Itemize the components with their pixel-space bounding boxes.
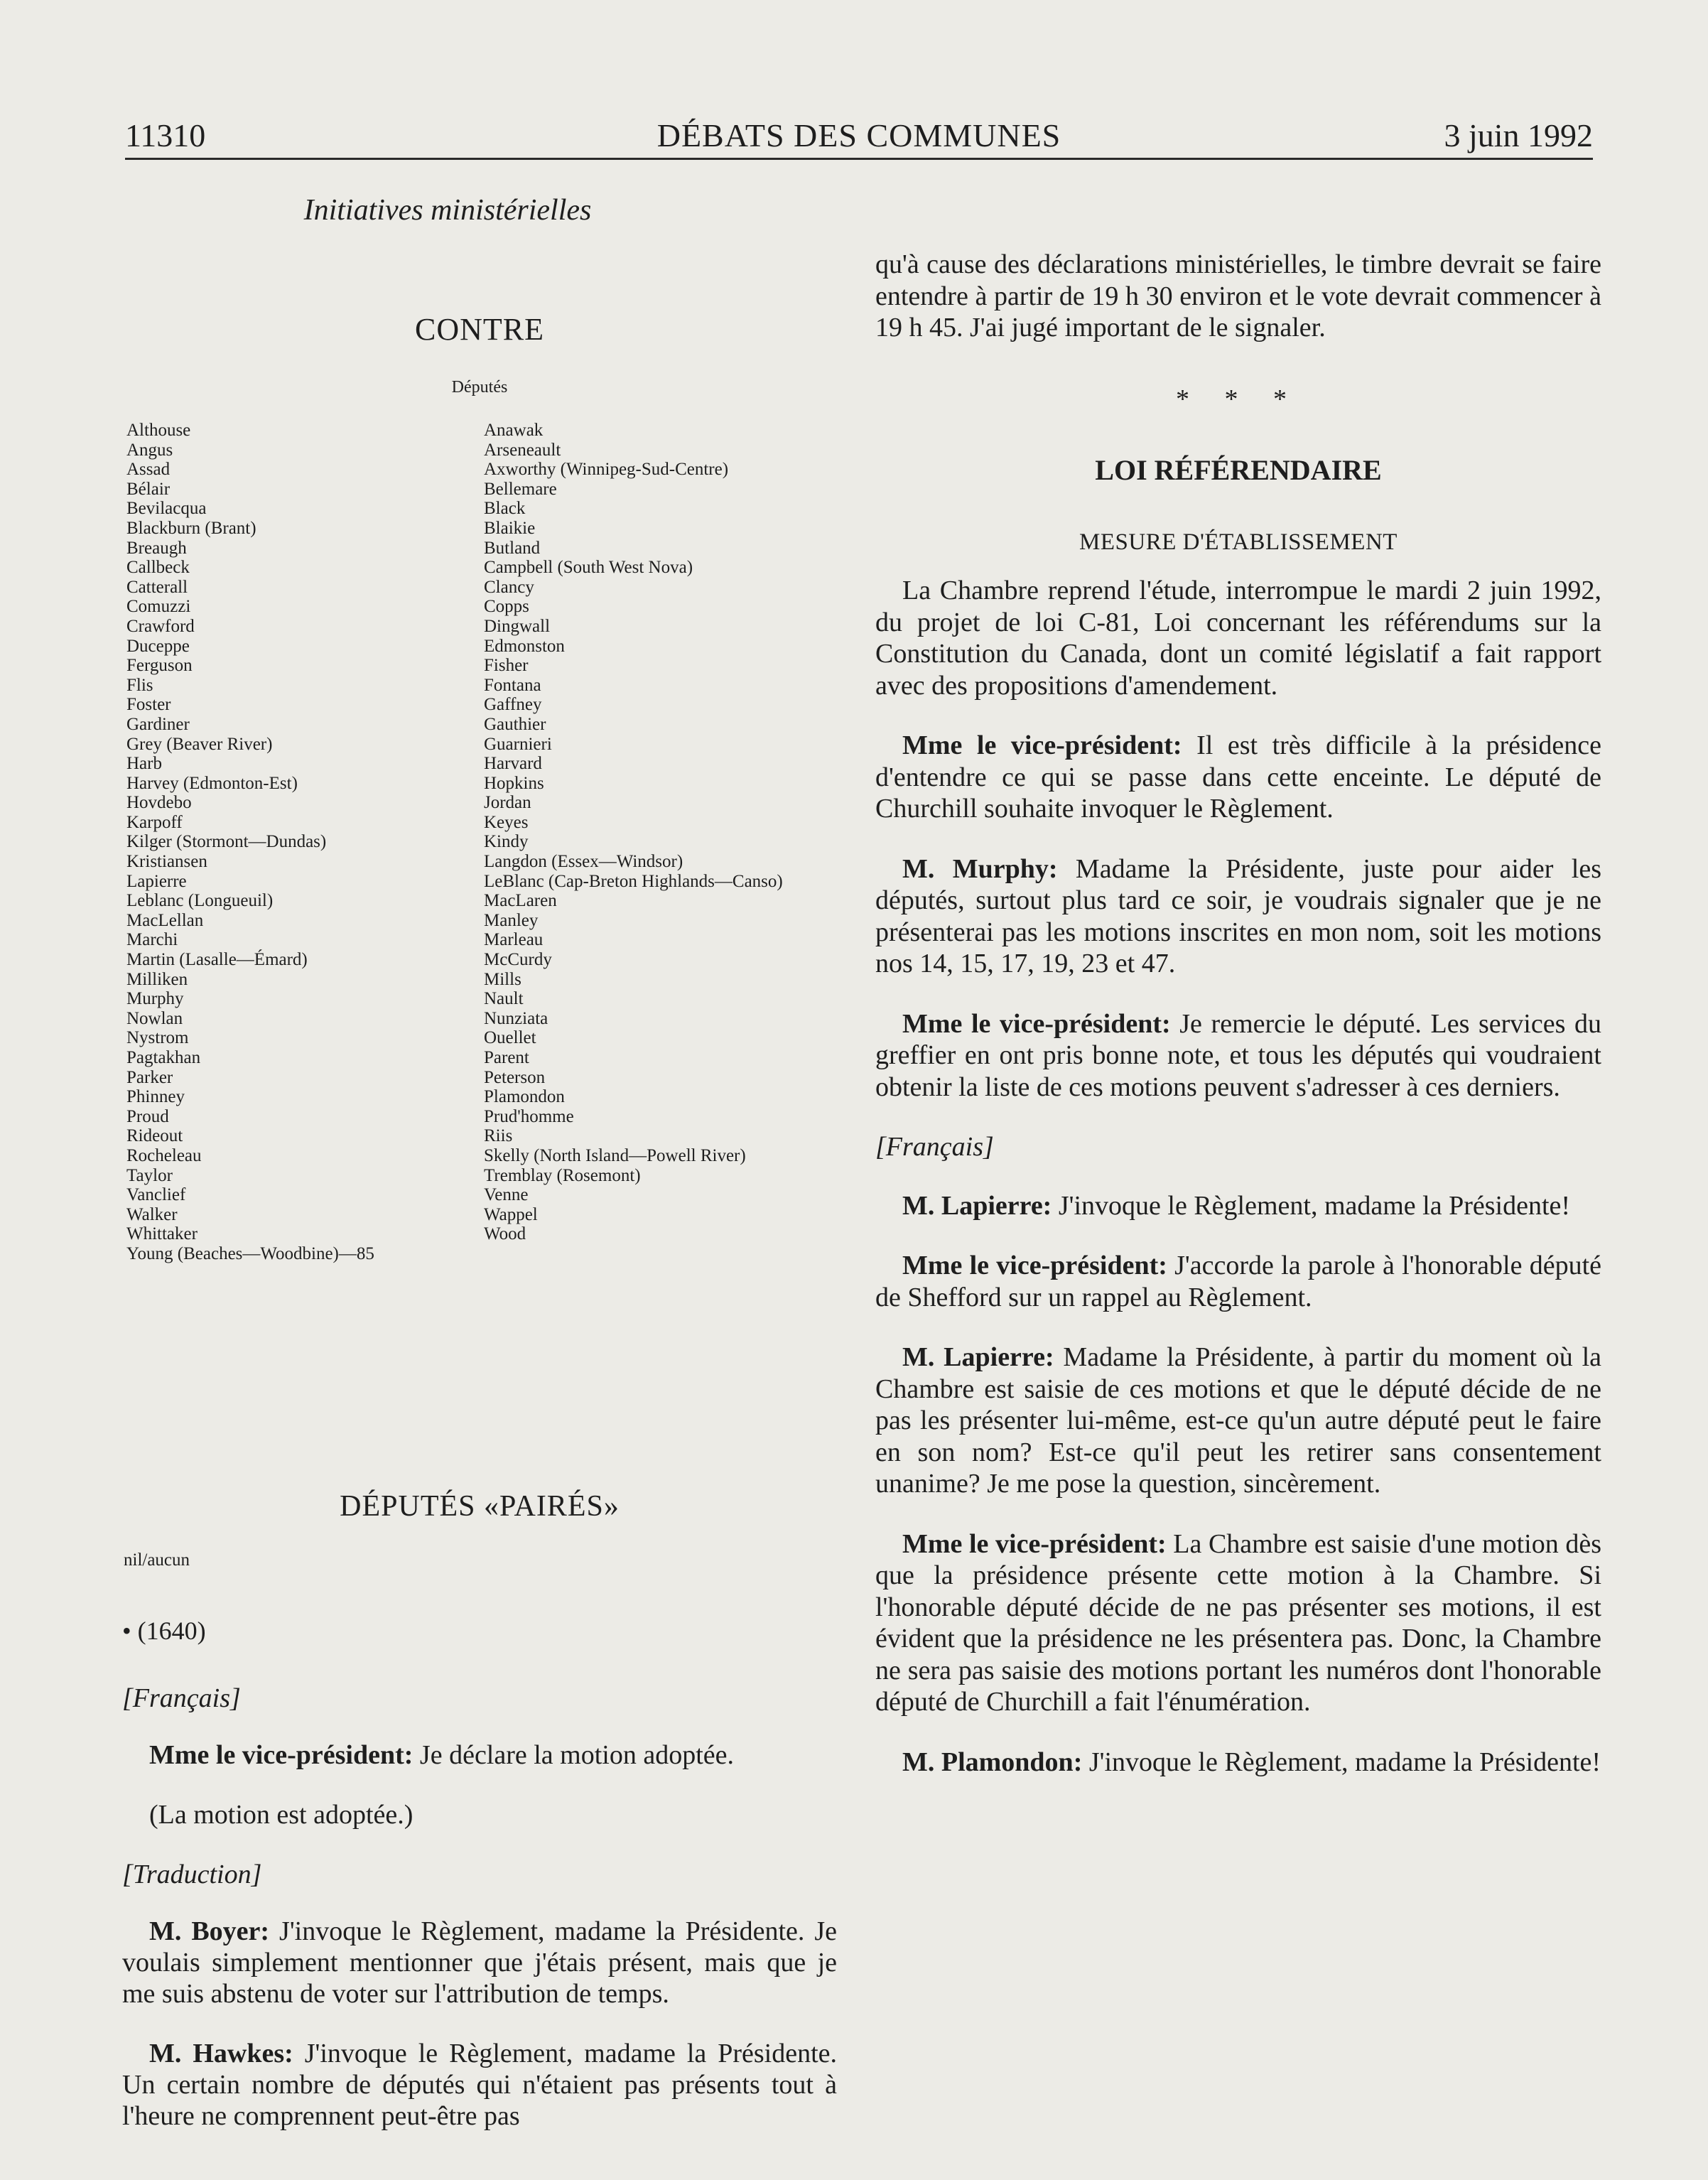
member-name: Nault — [484, 989, 524, 1009]
publication-title: DÉBATS DES COMMUNES — [656, 117, 1061, 153]
speaker: Mme le vice-président: — [149, 1740, 414, 1770]
speech: Madame la Présidente, juste pour aider les députés, surtout plus tard ce soir, je voudrais signaler que je ne présenterai pas les motions inscrites en mon nom, soit les motions nos 14, 15, 17, 19, 23 et 47. — [875, 853, 1601, 978]
member-name: Kindy — [484, 832, 529, 852]
member-name: Jordan — [484, 793, 531, 813]
speaker: Mme le vice-président: — [902, 1528, 1167, 1559]
member-name: Hovdebo — [126, 793, 192, 813]
member-name: Gaffney — [484, 695, 542, 715]
member-name: Skelly (North Island—Powell River) — [484, 1145, 746, 1165]
member-name: Martin (Lasalle—Émard) — [126, 950, 308, 970]
member-name: Fisher — [484, 656, 529, 676]
member-name: Callbeck — [126, 558, 190, 578]
member-name: Keyes — [484, 812, 529, 832]
member-name: Nunziata — [484, 1008, 548, 1028]
member-name: Hopkins — [484, 773, 544, 793]
time-marker: • (1640) — [122, 1617, 206, 1645]
member-name: Anawak — [484, 421, 544, 440]
page-header — [125, 117, 1593, 159]
member-name: Walker — [126, 1204, 178, 1224]
member-name: Assad — [126, 460, 171, 480]
speaker: M. Hawkes: — [149, 2039, 293, 2068]
language-marker: [Français] — [875, 1132, 994, 1162]
member-name: Clancy — [484, 577, 534, 597]
member-name: Catterall — [126, 577, 188, 597]
member-name: Wappel — [484, 1204, 538, 1224]
paires-heading: DÉPUTÉS «PAIRÉS» — [340, 1490, 620, 1523]
member-name: Breaugh — [126, 538, 187, 558]
member-name: Flis — [126, 675, 153, 695]
speech: J'invoque le Règlement, madame la Présidente! — [1052, 1190, 1571, 1221]
speaker: Mme le vice-président: — [902, 1008, 1171, 1039]
member-name: Venne — [484, 1185, 529, 1205]
member-name: Axworthy (Winnipeg-Sud-Centre) — [484, 460, 729, 480]
member-name: Bellemare — [484, 479, 557, 499]
member-name: Comuzzi — [126, 597, 191, 617]
member-name: Bélair — [126, 479, 171, 499]
member-name: MacLellan — [126, 910, 204, 930]
member-name: Campbell (South West Nova) — [484, 558, 693, 578]
member-name: Taylor — [126, 1165, 173, 1185]
member-name: Parker — [126, 1067, 173, 1087]
member-name: Prud'homme — [484, 1106, 574, 1126]
member-name: Peterson — [484, 1067, 546, 1087]
member-name: Nowlan — [126, 1008, 183, 1028]
speech: J'invoque le Règlement, madame la Présidente. Un certain nombre de députés qui n'étaient pas présents tout à l'heure ne comprennent peut-être pas — [122, 2039, 837, 2131]
member-name: Marleau — [484, 930, 544, 950]
member-name: Copps — [484, 597, 529, 617]
member-name: Murphy — [126, 989, 184, 1009]
speech: La Chambre est saisie d'une motion dès que la présidence présente cette motion à la Chambre. Si l'honorable député décide de ne pas présenter ses motions, il est évident que la présidence ne les présentera pas. Donc, la Chambre ne sera pas saisie des motions portant les numéros dont l'honorable député de Churchill a fait l'énumération. — [875, 1528, 1601, 1717]
paragraph — [875, 1747, 1601, 1779]
speech: Madame la Présidente, à partir du moment où la Chambre est saisie de ces motions et que le député décide de ne pas les présenter lui-même, est-ce qu'un autre député peut le faire en son nom? Est-ce qu'il peut les retirer sans consentement unanime? Je me pose la question, sincèrement. — [875, 1342, 1601, 1499]
member-name: Young (Beaches—Woodbine)—85 — [126, 1243, 374, 1263]
members-column-2 — [484, 421, 783, 1244]
member-name: Rocheleau — [126, 1145, 202, 1165]
member-name: Proud — [126, 1106, 169, 1126]
member-name: Crawford — [126, 616, 195, 636]
member-name: Guarnieri — [484, 734, 552, 754]
member-name: Blackburn (Brant) — [126, 518, 256, 538]
member-name: Pagtakhan — [126, 1048, 201, 1067]
member-name: Nystrom — [126, 1028, 189, 1048]
member-name: Lapierre — [126, 871, 187, 891]
page-number: 11310 — [125, 117, 206, 153]
member-name: Marchi — [126, 930, 178, 950]
contre-heading: CONTRE — [415, 312, 544, 347]
member-name: Kilger (Stormont—Dundas) — [126, 832, 327, 852]
member-name: Tremblay (Rosemont) — [484, 1165, 641, 1185]
left-text-flow — [122, 1683, 837, 2160]
paragraph: (La motion est adoptée.) — [149, 1800, 414, 1830]
member-name: Angus — [126, 440, 173, 460]
section-separator: * * * — [1176, 384, 1301, 414]
member-name: LeBlanc (Cap-Breton Highlands—Canso) — [484, 871, 783, 891]
left-column — [121, 185, 838, 2131]
member-name: Whittaker — [126, 1224, 198, 1244]
member-name: Kristiansen — [126, 852, 207, 872]
paragraph — [875, 1190, 1601, 1222]
member-name: Langdon (Essex—Windsor) — [484, 852, 683, 872]
member-name: Harvey (Edmonton-Est) — [126, 773, 298, 793]
paires-value: nil/aucun — [124, 1550, 190, 1570]
paragraph — [875, 730, 1601, 825]
section-heading: Initiatives ministérielles — [303, 194, 592, 227]
member-name: Karpoff — [126, 812, 183, 832]
member-name: Edmonston — [484, 636, 565, 656]
paragraph — [875, 1008, 1601, 1104]
member-name: Parent — [484, 1048, 529, 1067]
member-name: Leblanc (Longueuil) — [126, 891, 274, 911]
speaker: M. Lapierre: — [902, 1342, 1054, 1372]
member-name: McCurdy — [484, 950, 552, 970]
member-name: Althouse — [126, 421, 191, 440]
paragraph — [122, 1739, 837, 1771]
speaker: M. Lapierre: — [902, 1190, 1052, 1221]
paragraph — [875, 853, 1601, 980]
speech: Il est très difficile à la présidence d'entendre ce qui se passe dans cette enceinte. Le député de Churchill souhaite invoquer le Règlement. — [875, 730, 1601, 824]
language-marker: [Français] — [122, 1683, 241, 1713]
member-name: Manley — [484, 910, 539, 930]
speaker: Mme le vice-président: — [902, 730, 1182, 760]
member-name: Dingwall — [484, 616, 551, 636]
member-name: Rideout — [126, 1126, 183, 1146]
member-name: Phinney — [126, 1087, 185, 1107]
deputes-label: Députés — [451, 378, 508, 396]
speaker: Mme le vice-président: — [902, 1251, 1167, 1280]
member-name: Gardiner — [126, 714, 190, 734]
speaker: M. Murphy: — [902, 853, 1058, 884]
members-column-1 — [126, 421, 374, 1264]
member-name: Harvard — [484, 754, 542, 774]
paragraph — [875, 1250, 1601, 1313]
speech: Je remercie le député. Les services du greffier en ont pris bonne note, et tous les députés qui voudraient obtenir la liste de ces motions peuvent s'adresser à ces derniers. — [875, 1008, 1601, 1102]
speech: J'invoque le Règlement, madame la Présidente! — [1082, 1747, 1601, 1777]
bill-subtitle: MESURE D'ÉTABLISSEMENT — [1079, 529, 1398, 555]
speech: J'accorde la parole à l'honorable député de Shefford sur un rappel au Règlement. — [875, 1251, 1601, 1312]
paragraph — [875, 1342, 1601, 1500]
member-name: Vanclief — [126, 1185, 186, 1205]
paragraph — [122, 2038, 837, 2132]
speech: J'invoque le Règlement, madame la Présidente. Je voulais simplement mentionner que j'étais présent, mais que je me suis abstenu de voter sur l'attribution de temps. — [122, 1916, 837, 2009]
member-name: Fontana — [484, 675, 541, 695]
member-name: Gauthier — [484, 714, 546, 734]
member-name: Wood — [484, 1224, 526, 1244]
speech: Je déclare la motion adoptée. — [413, 1740, 735, 1770]
header-rule — [125, 158, 1593, 160]
member-name: Blaikie — [484, 518, 536, 538]
bill-title: LOI RÉFÉRENDAIRE — [1095, 454, 1382, 486]
member-name: Harb — [126, 754, 162, 774]
member-name: MacLaren — [484, 891, 557, 911]
member-name: Riis — [484, 1126, 513, 1146]
language-marker: [Traduction] — [122, 1860, 262, 1889]
member-name: Mills — [484, 969, 521, 989]
paragraph: La Chambre reprend l'étude, interrompue le mardi 2 juin 1992, du projet de loi C-81, Loi concernant les référendums sur la Constitution du Canada, dont un comité législatif a fait rapport avec des propositions d'amendement. — [875, 576, 1601, 701]
member-name: Foster — [126, 695, 171, 715]
speaker: M. Plamondon: — [902, 1747, 1083, 1777]
continued-paragraph: qu'à cause des déclarations ministérielles, le timbre devrait se faire entendre à partir de 19 h 30 environ et le vote devrait commencer à 19 h 45. J'ai jugé important de le signaler. — [875, 249, 1601, 342]
member-name: Grey (Beaver River) — [126, 734, 273, 754]
member-name: Bevilacqua — [126, 499, 207, 519]
member-name: Ferguson — [126, 656, 193, 676]
member-name: Butland — [484, 538, 541, 558]
member-name: Arseneault — [484, 440, 561, 460]
page-date: 3 juin 1992 — [1444, 117, 1593, 153]
member-name: Ouellet — [484, 1028, 536, 1048]
member-name: Black — [484, 499, 526, 519]
paragraph — [122, 1916, 837, 2009]
member-name: Milliken — [126, 969, 188, 989]
right-column — [875, 249, 1601, 1806]
member-name: Duceppe — [126, 636, 190, 656]
paragraph — [875, 1528, 1601, 1718]
member-name: Plamondon — [484, 1087, 565, 1107]
speaker: M. Boyer: — [149, 1916, 270, 1946]
